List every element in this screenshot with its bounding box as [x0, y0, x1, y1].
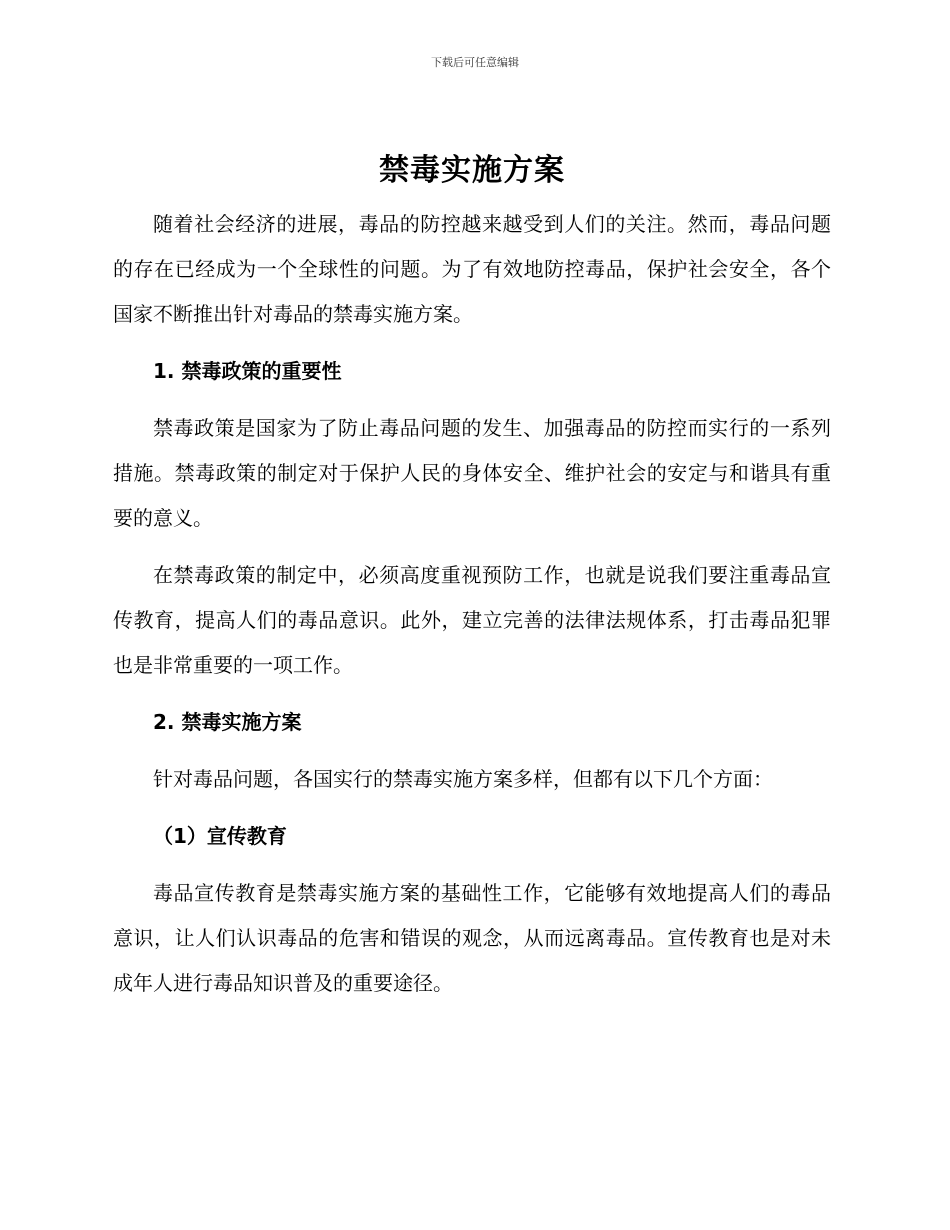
- header-note: 下载后可任意编辑: [431, 56, 519, 69]
- paragraph-policy-1: 禁毒政策是国家为了防止毒品问题的发生、加强毒品的防控而实行的一系列措施。禁毒政策的制定对于保护人民的身体安全、维护社会的安定与和谐具有重要的意义。: [113, 416, 831, 530]
- intro-paragraph: 随着社会经济的进展，毒品的防控越来越受到人们的关注。然而，毒品问题的存在已经成为一个全球性的问题。为了有效地防控毒品，保护社会安全，各个国家不断推出针对毒品的禁毒实施方案。: [113, 212, 831, 326]
- paragraph-implementation-1: 针对毒品问题，各国实行的禁毒实施方案多样，但都有以下几个方面：: [153, 767, 773, 791]
- document-title: 禁毒实施方案: [379, 153, 565, 188]
- paragraph-publicity-1: 毒品宣传教育是禁毒实施方案的基础性工作，它能够有效地提高人们的毒品意识，让人们认识毒品的危害和错误的观念，从而远离毒品。宣传教育也是对未成年人进行毒品知识普及的重要途径。: [113, 881, 831, 995]
- section-heading-publicity-education: （1）宣传教育: [153, 824, 287, 848]
- document-body: [113, 150, 831, 1006]
- section-heading-policy-importance: 1. 禁毒政策的重要性: [153, 359, 342, 383]
- paragraph-policy-2: 在禁毒政策的制定中，必须高度重视预防工作，也就是说我们要注重毒品宣传教育，提高人们的毒品意识。此外，建立完善的法律法规体系，打击毒品犯罪也是非常重要的一项工作。: [113, 563, 831, 677]
- section-heading-implementation-plan: 2. 禁毒实施方案: [153, 710, 302, 734]
